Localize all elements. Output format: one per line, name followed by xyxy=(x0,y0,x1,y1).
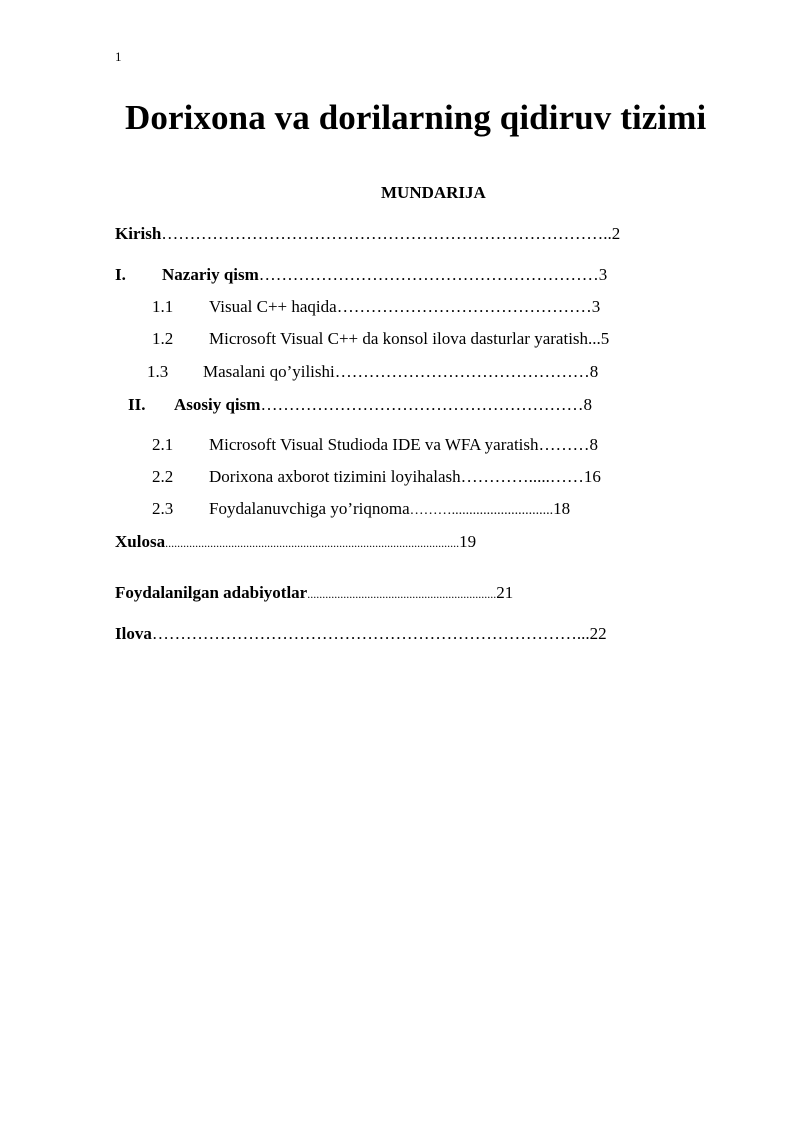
toc-entry-asosiy-qism xyxy=(128,395,592,415)
toc-entry-label: Xulosa xyxy=(115,532,166,551)
toc-entry-label: Microsoft Visual Studioda IDE va WFA yaratish xyxy=(209,435,539,454)
toc-entry-2-1 xyxy=(152,435,598,455)
toc-entry-label: Nazariy qism xyxy=(162,265,259,284)
toc-entry-label: Masalani qo’yilishi xyxy=(203,362,335,381)
toc-entry-dots: …………………………………………………………………... xyxy=(151,624,590,643)
toc-entry-2-2 xyxy=(152,467,601,487)
toc-entry-label: Microsoft Visual C++ da konsol ilova dasturlar yaratish xyxy=(209,329,589,348)
toc-entry-page: 8 xyxy=(583,395,592,414)
toc-entry-page: 19 xyxy=(459,532,477,551)
toc-entry-number: 1.1 xyxy=(152,297,174,316)
toc-entry-label: Kirish xyxy=(115,224,162,243)
toc-entry-page: 21 xyxy=(496,583,514,602)
toc-entry-page: 8 xyxy=(589,362,599,381)
toc-entry-dots: …………………………………………………………………….. xyxy=(161,224,612,243)
toc-entry-number: II. xyxy=(128,395,146,414)
toc-entry-kirish xyxy=(115,224,620,244)
toc-entry-dots: ……………………………………… xyxy=(334,362,590,381)
toc-entry-number: 2.1 xyxy=(152,435,174,454)
toc-entry-ilova xyxy=(115,624,607,644)
toc-entry-dots: ……………………………………… xyxy=(336,297,592,316)
toc-entry-number: I. xyxy=(115,265,126,284)
toc-entry-page: 18 xyxy=(553,499,571,518)
toc-entry-dots: ………............................. xyxy=(409,503,554,518)
toc-entry-1-1 xyxy=(152,297,600,317)
toc-entry-dots: ………….....…… xyxy=(460,467,584,486)
toc-entry-nazariy-qism xyxy=(115,265,607,285)
toc-entry-label: Foydalanilgan adabiyotlar xyxy=(115,583,308,602)
toc-entry-number: 1.2 xyxy=(152,329,174,348)
toc-entry-page: 5 xyxy=(600,329,610,348)
toc-entry-1-2 xyxy=(152,329,609,349)
toc-entry-page: 22 xyxy=(589,624,607,643)
toc-entry-2-3 xyxy=(152,499,570,521)
toc-entry-dots: .................................................................................................. xyxy=(165,536,460,550)
toc-entry-dots: ………………………………………………… xyxy=(260,395,584,414)
toc-entry-page: 8 xyxy=(589,435,598,454)
toc-entry-label: Dorixona axborot tizimini loyihalash xyxy=(209,467,461,486)
toc-entry-dots: …………………………………………………… xyxy=(258,265,599,284)
toc-heading: MUNDARIJA xyxy=(381,183,486,202)
toc-entry-dots: ............................................................... xyxy=(307,587,497,601)
toc-entry-number: 2.2 xyxy=(152,467,174,486)
toc-entry-page: 16 xyxy=(583,467,601,486)
toc-entry-dots: ……… xyxy=(538,435,590,454)
toc-entry-page: 2 xyxy=(611,224,621,243)
toc-entry-label: Foydalanuvchiga yo’riqnoma xyxy=(209,499,410,518)
toc-entry-label: Visual C++ haqida xyxy=(209,297,337,316)
toc-entry-page: 3 xyxy=(591,297,601,316)
toc-entry-number: 2.3 xyxy=(152,499,174,518)
document-title: Dorixona va dorilarning qidiruv tizimi xyxy=(125,98,707,137)
toc-entry-label: Ilova xyxy=(115,624,152,643)
toc-entry-dots: ... xyxy=(588,329,601,348)
toc-entry-label: Asosiy qism xyxy=(174,395,261,414)
toc-entry-1-3 xyxy=(147,362,598,382)
toc-entry-number: 1.3 xyxy=(147,362,169,381)
toc-entry-page: 3 xyxy=(598,265,608,284)
toc-entry-adabiyotlar xyxy=(115,583,513,604)
page-number: 1 xyxy=(115,49,122,64)
toc-entry-xulosa xyxy=(115,532,476,553)
